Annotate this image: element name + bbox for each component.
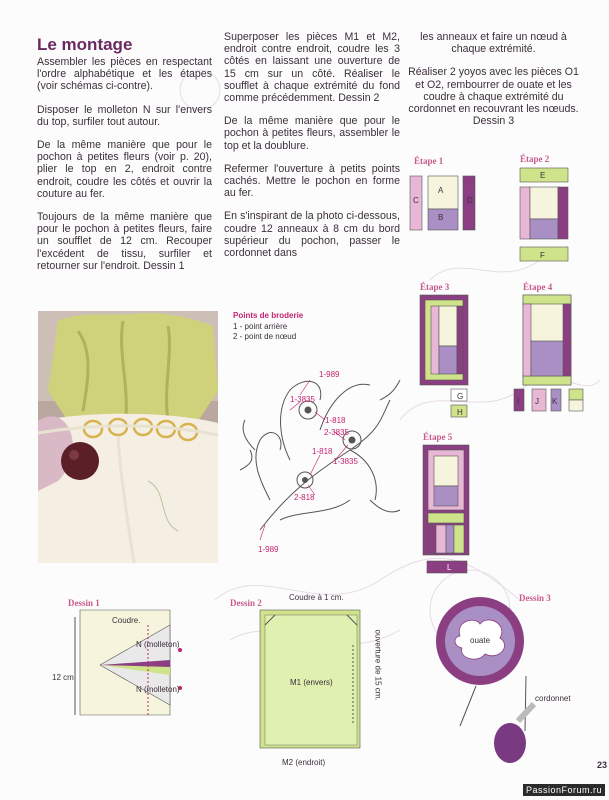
dessin-1-coudre: Coudre. (112, 616, 141, 625)
column-1 (37, 56, 212, 283)
column-2 (224, 31, 400, 270)
page-number: 23 (596, 760, 607, 770)
broderie-title: Points de broderie (233, 311, 304, 320)
broderie-label: 1-989 (258, 545, 279, 554)
etape-4-title: Étape 4 (523, 282, 553, 292)
broderie-label: 1-3835 (290, 395, 315, 404)
broderie-label: 1-989 (319, 370, 340, 379)
piece-label: F (540, 251, 545, 260)
dessin-3-title: Dessin 3 (519, 593, 551, 603)
piece-label: D (467, 196, 473, 205)
piece-label: I (517, 397, 520, 406)
piece-label: J (535, 397, 539, 406)
etapes-diagram (405, 165, 595, 585)
paragraph: De la même manière que pour le pochon à petites fleurs (voir p. 20), plier le top en 2, endroit contre endroit, coudre les côtés et ouvrir la couture au fer. (37, 139, 212, 200)
watermark: PassionForum.ru (523, 784, 605, 796)
paragraph: Refermer l'ouverture à petits points cachés. Mettre le pochon en forme au fer. (224, 162, 400, 200)
piece-label: K (552, 397, 558, 406)
broderie-label: 2-3835 (324, 428, 349, 437)
broderie-label: 1-818 (325, 416, 346, 425)
etape-2-title: Étape 2 (520, 154, 550, 164)
piece-label: G (457, 392, 464, 401)
dessin-3-cordonnet: cordonnet (535, 694, 571, 703)
dessin-1-title: Dessin 1 (68, 598, 100, 608)
paragraph: Superposer les pièces M1 et M2, endroit contre endroit, coudre les 3 côtés en laissant une ouverture de 15 cm sur un côté. Réaliser le soufflet à chaque extrémité du fond comme précédemment. Dessin 2 (224, 31, 400, 105)
piece-label: L (447, 563, 452, 572)
dessin-2-m2: M2 (endroit) (282, 758, 326, 767)
dessin-2-m1: M1 (envers) (290, 678, 333, 687)
paragraph: Toujours de la même manière que pour le pochon à petites fleurs, faire un soufflet de 12 cm. Recouper l'excédent de tissu, surfiler et retourner sur l'endroit. Dessin 1 (37, 211, 212, 272)
dessin-2-title: Dessin 2 (230, 598, 262, 608)
paragraph: En s'inspirant de la photo ci-dessous, coudre 12 anneaux à 8 cm du bord supérieur du pochon, passer le cordonnet dans (224, 210, 400, 260)
piece-label: B (438, 213, 444, 222)
column-3 (407, 31, 580, 138)
dessin-1-n2: N (molleton) (136, 685, 180, 694)
dessin-1-dim: 12 cm (52, 673, 74, 682)
piece-label: E (540, 171, 546, 180)
section-title: Le montage (37, 35, 133, 54)
dessin-3-ouate: ouate (470, 636, 491, 645)
paragraph: Disposer le molleton N sur l'envers du top, surfiler tout autour. (37, 103, 212, 128)
broderie-legend-2: 2 - point de nœud (233, 332, 297, 341)
pouch-photo (38, 311, 218, 563)
broderie-label: 1-818 (312, 447, 333, 456)
etape-3-title: Étape 3 (420, 282, 450, 292)
paragraph: De la même manière que pour le pochon à petites fleurs, assembler le top et la doublure. (224, 115, 400, 152)
piece-label: A (438, 186, 444, 195)
dessin-1-n1: N (molleton) (136, 640, 180, 649)
paragraph: les anneaux et faire un nœud à chaque extrémité. (420, 31, 567, 56)
piece-label: H (457, 408, 463, 417)
dessin-3-diagram (430, 596, 580, 776)
broderie-legend-1: 1 - point arrière (233, 322, 288, 331)
broderie-label: 2-818 (294, 493, 315, 502)
dessin-2-coudre: Coudre à 1 cm. (289, 593, 344, 602)
etape-5-title: Étape 5 (423, 432, 453, 442)
paragraph: Assembler les pièces en respectant l'ordre alphabétique et les étapes (voir schémas ci-contre). (37, 56, 212, 93)
dessin-2-ouverture: ouverture de 15 cm. (373, 629, 383, 701)
piece-label: C (413, 196, 419, 205)
etape-1-title: Étape 1 (414, 156, 444, 166)
broderie-label: 1-3835 (333, 457, 358, 466)
paragraph: Réaliser 2 yoyos avec les pièces O1 et O2, rembourrer de ouate et les coudre à chaque extrémité du cordonnet en recouvrant les nœuds. Dessin 3 (408, 66, 579, 128)
